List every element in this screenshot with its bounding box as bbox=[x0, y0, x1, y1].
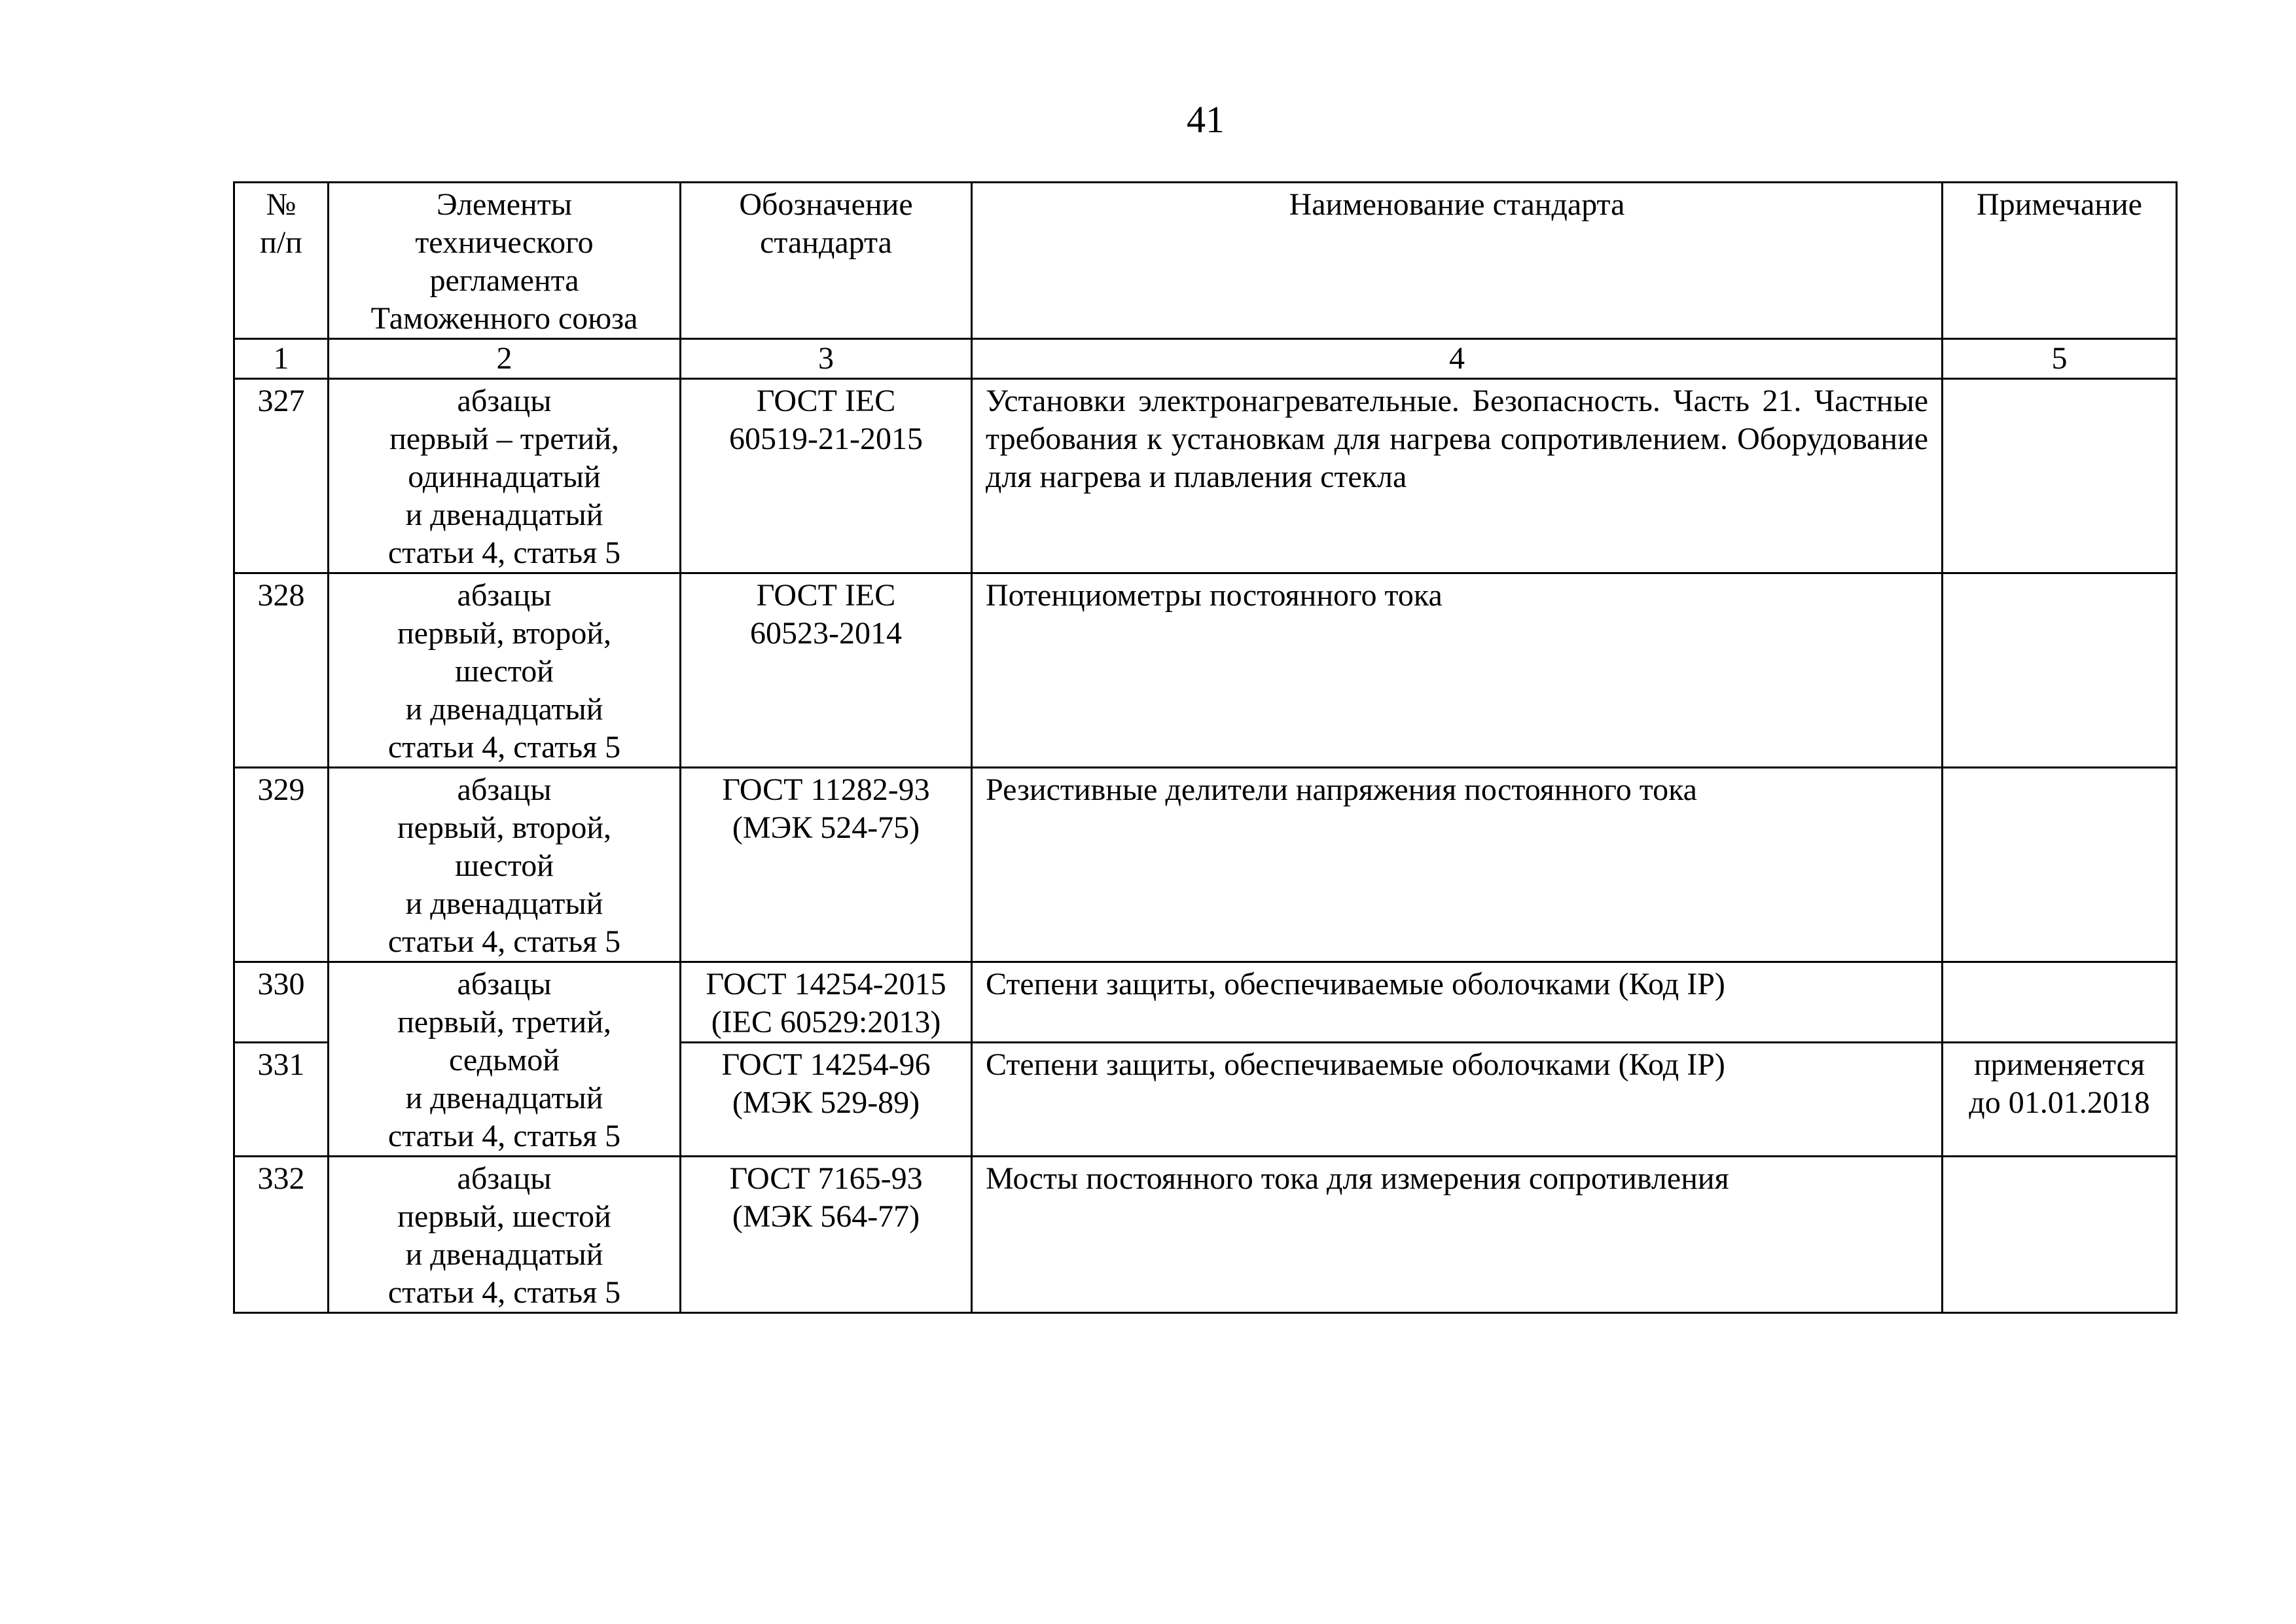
row-elements: абзацы первый, второй, шестой и двенадцатый статьи 4, статья 5 bbox=[329, 573, 681, 768]
row-note bbox=[1943, 379, 2177, 573]
header-number: № п/п bbox=[234, 183, 329, 339]
row-note bbox=[1943, 768, 2177, 962]
row-standard-name: Мосты постоянного тока для измерения сопротивления bbox=[972, 1157, 1943, 1313]
row-elements: абзацы первый, третий, седьмой и двенадцатый статьи 4, статья 5 bbox=[329, 962, 681, 1157]
row-designation: ГОСТ 11282-93 (МЭК 524-75) bbox=[681, 768, 972, 962]
row-standard-name: Степени защиты, обеспечиваемые оболочками (Код IP) bbox=[972, 1043, 1943, 1157]
row-number: 328 bbox=[234, 573, 329, 768]
column-number: 3 bbox=[681, 339, 972, 379]
row-designation: ГОСТ 14254-2015 (IEC 60529:2013) bbox=[681, 962, 972, 1043]
standards-table bbox=[233, 181, 2178, 1314]
row-number: 332 bbox=[234, 1157, 329, 1313]
row-number: 330 bbox=[234, 962, 329, 1043]
column-number: 1 bbox=[234, 339, 329, 379]
row-elements: абзацы первый, второй, шестой и двенадцатый статьи 4, статья 5 bbox=[329, 768, 681, 962]
row-designation: ГОСТ 14254-96 (МЭК 529-89) bbox=[681, 1043, 972, 1157]
table-row bbox=[234, 1157, 2177, 1313]
row-standard-name: Потенциометры постоянного тока bbox=[972, 573, 1943, 768]
row-standard-name: Резистивные делители напряжения постоянного тока bbox=[972, 768, 1943, 962]
column-number-row bbox=[234, 339, 2177, 379]
header-designation: Обозначение стандарта bbox=[681, 183, 972, 339]
row-note bbox=[1943, 573, 2177, 768]
row-number: 331 bbox=[234, 1043, 329, 1157]
row-standard-name: Степени защиты, обеспечиваемые оболочками (Код IP) bbox=[972, 962, 1943, 1043]
row-designation: ГОСТ IEC 60519-21-2015 bbox=[681, 379, 972, 573]
row-designation: ГОСТ 7165-93 (МЭК 564-77) bbox=[681, 1157, 972, 1313]
row-designation: ГОСТ IEC 60523-2014 bbox=[681, 573, 972, 768]
column-number: 5 bbox=[1943, 339, 2177, 379]
column-number: 4 bbox=[972, 339, 1943, 379]
header-elements: Элементы технического регламента Таможенного союза bbox=[329, 183, 681, 339]
page-number: 41 bbox=[1187, 98, 1225, 141]
row-number: 329 bbox=[234, 768, 329, 962]
column-number: 2 bbox=[329, 339, 681, 379]
table-row bbox=[234, 573, 2177, 768]
row-number: 327 bbox=[234, 379, 329, 573]
table-row bbox=[234, 962, 2177, 1043]
table-row bbox=[234, 379, 2177, 573]
row-note bbox=[1943, 962, 2177, 1043]
table-header-row bbox=[234, 183, 2177, 339]
header-note: Примечание bbox=[1943, 183, 2177, 339]
header-standard-name: Наименование стандарта bbox=[972, 183, 1943, 339]
table-row bbox=[234, 768, 2177, 962]
row-standard-name: Установки электронагревательные. Безопасность. Часть 21. Частные требования к установкам для нагрева сопротивлением. Оборудование для нагрева и плавления стекла bbox=[972, 379, 1943, 573]
row-note bbox=[1943, 1157, 2177, 1313]
row-elements: абзацы первый, шестой и двенадцатый статьи 4, статья 5 bbox=[329, 1157, 681, 1313]
row-elements: абзацы первый – третий, одиннадцатый и двенадцатый статьи 4, статья 5 bbox=[329, 379, 681, 573]
row-note: применяется до 01.01.2018 bbox=[1943, 1043, 2177, 1157]
